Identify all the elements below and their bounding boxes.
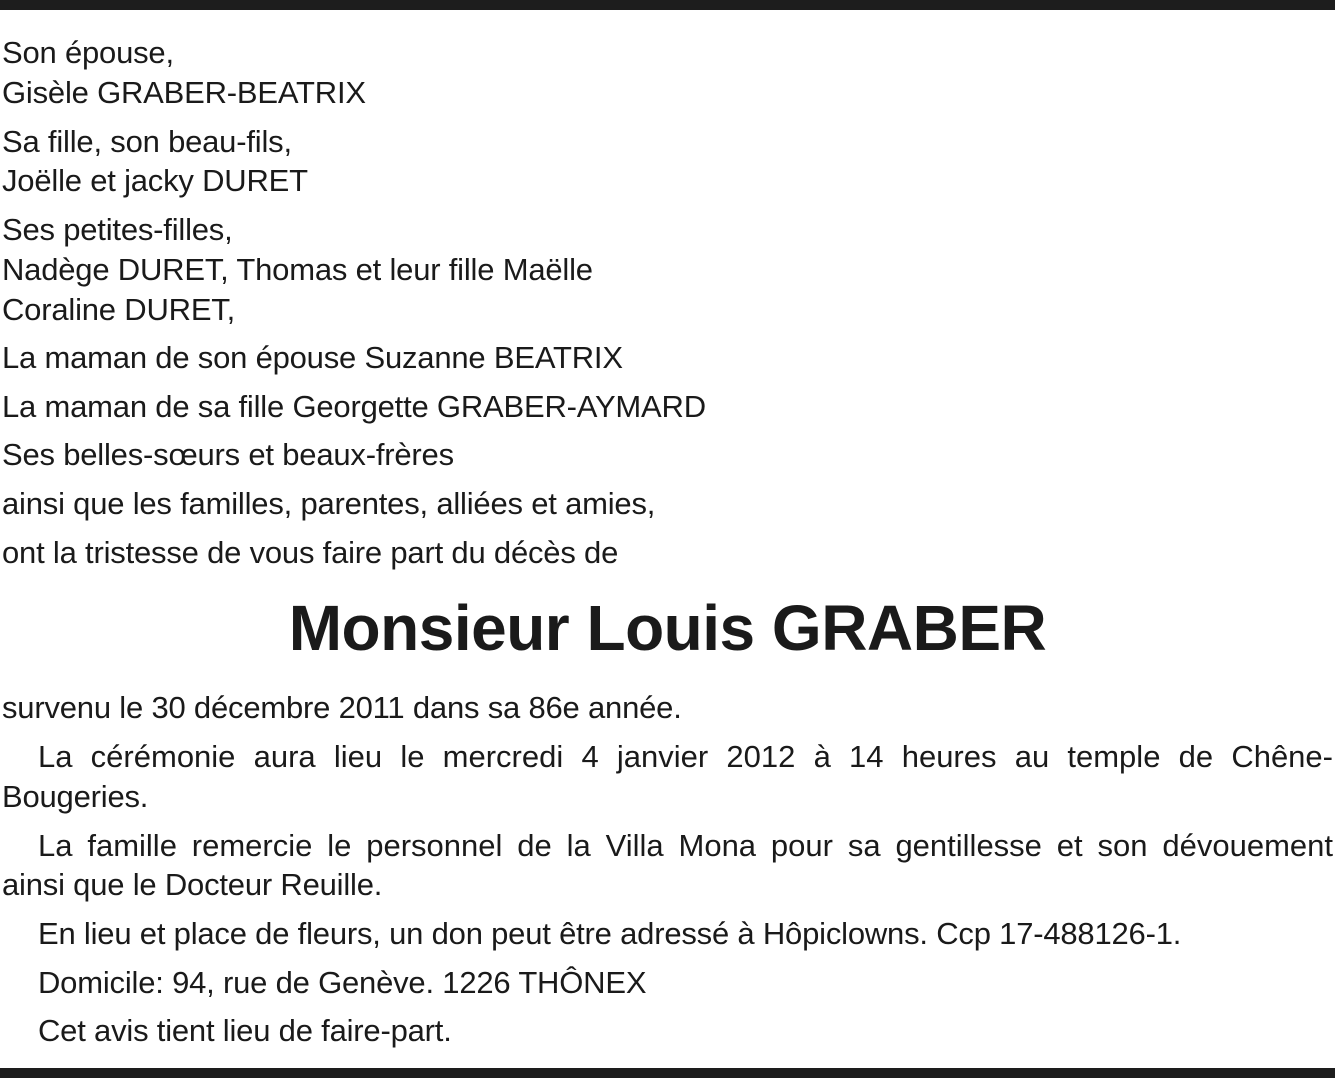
top-border	[0, 0, 1335, 10]
family-line-spouse-name: Gisèle GRABER-BEATRIX	[2, 75, 366, 110]
bottom-border	[0, 1068, 1335, 1078]
family-line-spouse-label: Son épouse,	[2, 35, 174, 70]
death-date-line: survenu le 30 décembre 2011 dans sa 86e année.	[2, 690, 682, 725]
domicile-line: Domicile: 94, rue de Genève. 1226 THÔNEX	[38, 965, 647, 1000]
announcement-line: ont la tristesse de vous faire part du décès de	[2, 535, 619, 570]
ceremony-line-1: La cérémonie aura lieu le mercredi 4 janvier 2012 à 14 heures au temple de Chêne-	[38, 739, 1333, 774]
family-line-granddaughters-label: Ses petites-filles,	[2, 212, 233, 247]
family-line-granddaughter-2: Coraline DURET,	[2, 292, 236, 327]
thanks-line-1: La famille remercie le personnel de la Villa Mona pour sa gentillesse et son dévouement	[38, 828, 1333, 863]
donation-line: En lieu et place de fleurs, un don peut être adressé à Hôpiclowns. Ccp 17-488126-1.	[38, 916, 1182, 951]
closing-line: Cet avis tient lieu de faire-part.	[38, 1013, 452, 1048]
thanks-line-2: ainsi que le Docteur Reuille.	[2, 867, 383, 902]
deceased-name: Monsieur Louis GRABER	[288, 592, 1047, 664]
family-line-relatives: ainsi que les familles, parentes, alliées et amies,	[2, 486, 656, 521]
family-line-daughters-mother: La maman de sa fille Georgette GRABER-AYMARD	[2, 389, 706, 424]
family-line-daughter-label: Sa fille, son beau-fils,	[2, 124, 292, 159]
family-line-siblings-in-law: Ses belles-sœurs et beaux-frères	[2, 437, 454, 472]
family-line-mother-in-law: La maman de son épouse Suzanne BEATRIX	[2, 340, 623, 375]
family-line-daughter-names: Joëlle et jacky DURET	[2, 163, 308, 198]
family-line-granddaughter-1: Nadège DURET, Thomas et leur fille Maëlle	[2, 252, 593, 287]
ceremony-line-2: Bougeries.	[2, 779, 149, 814]
